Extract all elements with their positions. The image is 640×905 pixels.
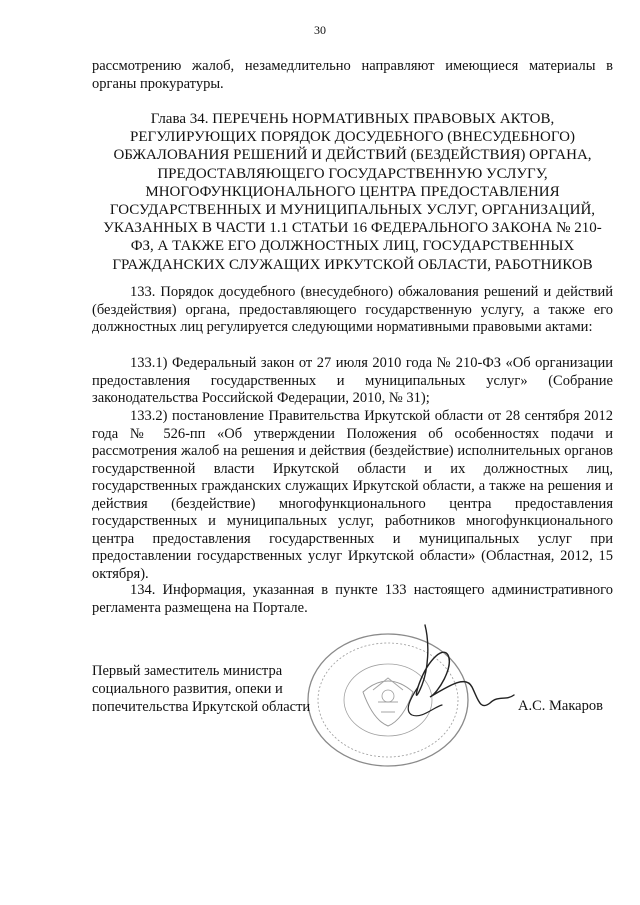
paragraph-134: 134. Информация, указанная в пункте 133 настоящего административного регламента размещена на Портале. xyxy=(92,582,613,616)
signatory-position: Первый заместитель министра социального развития, опеки и попечительства Иркутской области xyxy=(92,663,311,715)
signatory-name: А.С. Макаров xyxy=(518,698,603,714)
chapter-heading: Глава 34. ПЕРЕЧЕНЬ НОРМАТИВНЫХ ПРАВОВЫХ АКТОВ, РЕГУЛИРУЮЩИХ ПОРЯДОК ДОСУДЕБНОГО (ВНЕСУДЕБНОГО) ОБЖАЛОВАНИЯ РЕШЕНИЙ И ДЕЙСТВИЙ (БЕЗДЕЙСТВИЯ) ОРГАНА, ПРЕДОСТАВЛЯЮЩЕГО ГОСУДАРСТВЕННУЮ УСЛУГУ, МНОГОФУНКЦИОНАЛЬНОГО ЦЕНТРА ПРЕДОСТАВЛЕНИЯ ГОСУДАРСТВЕННЫХ И МУНИЦИПАЛЬНЫХ УСЛУГ, ОРГАНИЗАЦИЙ, УКАЗАННЫХ В ЧАСТИ 1.1 СТАТЬИ 16 ФЕДЕРАЛЬНОГО ЗАКОНА № 210-ФЗ, А ТАКЖЕ ЕГО ДОЛЖНОСТНЫХ ЛИЦ, ГОСУДАРСТВЕННЫХ ГРАЖДАНСКИХ СЛУЖАЩИХ ИРКУТСКОЙ ОБЛАСТИ, РАБОТНИКОВ xyxy=(103,111,602,273)
paragraph-133: 133. Порядок досудебного (внесудебного) обжалования решений и действий (бездействия) органа, предоставляющего государственную услугу, а также его должностных лиц регулируется следующими нормативными правовыми актами: xyxy=(92,284,613,335)
page-number: 30 xyxy=(314,23,326,37)
intro-paragraph: рассмотрению жалоб, незамедлительно направляют имеющиеся материалы в органы прокуратуры. xyxy=(92,58,613,92)
item-133-1: 133.1) Федеральный закон от 27 июля 2010 года № 210-ФЗ «Об организации предоставления государственных и муниципальных услуг» (Собрание законодательства Российской Федерации, 2010, № 31); xyxy=(92,355,613,406)
item-133-2: 133.2) постановление Правительства Иркутской области от 28 сентября 2012 года № 526-пп «Об утверждении Положения об особенностях подачи и рассмотрения жалоб на решения и действия (бездействие) исполнительных органов государственной власти Иркутской области и их должностных лиц, государственных гражданских служащих Иркутской области, а также на решения и действия (бездействие) многофункционального центра предоставления государственных и муниципальных услуг, работников многофункционального центра предоставления государственных и муниципальных услуг при предоставлении государственных услуг Иркутской области» (Областная, 2012, 15 октября). xyxy=(92,408,613,582)
handwritten-signature xyxy=(330,615,530,735)
